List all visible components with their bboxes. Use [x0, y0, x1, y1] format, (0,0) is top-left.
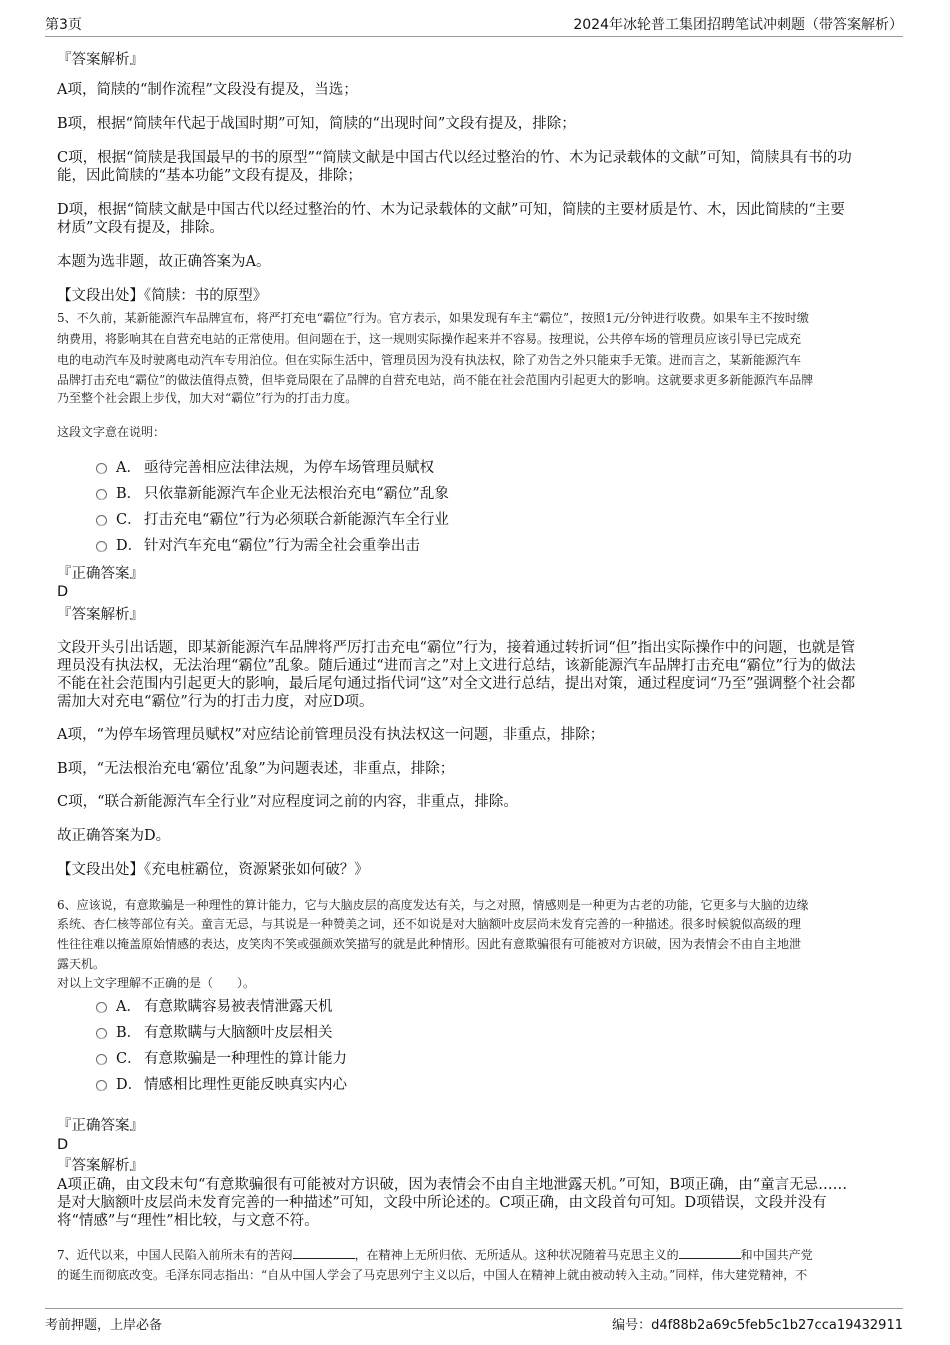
- q5-stem-line3: 电的电动汽车及时驶离电动汽车专用泊位。但在实际生活中，管理员因为没有执法权，除了劝告之外只能束手无策。进而言之，某新能源汽车: [57, 353, 802, 367]
- option-text: 有意欺骗是一种理性的算计能力: [144, 1051, 347, 1067]
- q5-stem-line2: 纳费用，将影响其在自营充电站的正常使用。但问题在于，这一规则实际操作起来并不容易。按理说，公共停车场的管理员应该引导已完成充: [57, 332, 802, 346]
- option-letter: A．: [116, 999, 141, 1015]
- code-label: 编号：: [612, 1318, 652, 1333]
- q7-stem-part2: ，在精神上无所归依、无所适从。这种状况随着马克思主义的: [354, 1248, 679, 1262]
- page-footer: [45, 1308, 903, 1339]
- radio-icon[interactable]: [96, 1054, 107, 1065]
- q5-analysis-line1: 文段开头引出话题，即某新能源汽车品牌将严厉打击充电“霸位”行为，接着通过转折词“但”指出实际操作中的问题，也就是管: [57, 640, 856, 656]
- q6-stem-line1: 6、应该说，有意欺骗是一种理性的算计能力，它与大脑皮层的高度发达有关，与之对照，情感则是一种更为古老的功能，它更多与大脑的边缘: [57, 898, 809, 912]
- q6-analysis-line3: 将“情感”与“理性”相比较，与文意不符。: [57, 1213, 319, 1229]
- q7-stem-line1: [57, 1246, 813, 1265]
- option-text: 针对汽车充电“霸位”行为需全社会重拳出击: [144, 538, 420, 554]
- q7-stem-part3: 和中国共产党: [740, 1248, 813, 1262]
- footer-slogan: 考前押题，上岸必备: [45, 1318, 163, 1333]
- code-value: d4f88b2a69c5feb5c1b27cca19432911: [651, 1318, 903, 1333]
- option-letter: B．: [116, 486, 142, 502]
- q6-answer: D: [57, 1137, 69, 1153]
- document-code: [612, 1314, 903, 1333]
- q5-conclusion: 故正确答案为D。: [57, 828, 171, 844]
- option-text: 亟待完善相应法律法规，为停车场管理员赋权: [144, 460, 434, 476]
- q6-analysis-line2: 是对大脑额叶皮层尚未发育完善的一种描述”可知，文段中所论述的。C项正确，由文段首句可知。D项错误，文段并没有: [57, 1195, 827, 1211]
- q6-stem-line2: 系统、杏仁核等部位有关。童言无忌，与其说是一种赞美之词，还不如说是对大脑额叶皮层尚未发育完善的一种描述。很多时候貌似高级的理: [57, 917, 802, 931]
- option-letter: D．: [116, 1077, 143, 1093]
- option-text: 有意欺瞒容易被表情泄露天机: [144, 999, 333, 1015]
- q7-stem-line2: 的诞生而彻底改变。毛泽东同志指出：“自从中国人学会了马克思列宁主义以后，中国人在精神上就由被动转入主动。”同样，伟大建党精神，不: [57, 1268, 808, 1282]
- radio-icon[interactable]: [96, 541, 107, 552]
- q6-question: 对以上文字理解不正确的是（ ）。: [57, 976, 256, 990]
- q6-analysis-line1: A项正确，由文段末句“有意欺骗很有可能被对方识破，因为表情会不由自主地泄露天机。”可知，B项正确，由“童言无忌……: [57, 1177, 848, 1193]
- page-number: 第3页: [45, 17, 82, 33]
- q4-analysis-label: 『答案解析』: [57, 52, 144, 68]
- radio-icon[interactable]: [96, 1002, 107, 1013]
- q4-analysis-b: B项，根据“简牍年代起于战国时期”可知，简牍的“出现时间”文段有提及，排除；: [57, 116, 576, 132]
- option-letter: D．: [116, 538, 143, 554]
- option-text: 情感相比理性更能反映真实内心: [144, 1077, 347, 1093]
- q5-stem-line4: 品牌打击充电“霸位”的做法值得点赞，但毕竟局限在了品牌的自营充电站，尚不能在社会范围内引起更大的影响。这就要求更多新能源汽车品牌: [57, 373, 814, 387]
- q6-stem-line3: 性往往难以掩盖原始情感的表达，皮笑肉不笑或强颜欢笑描写的就是此种情形。因此有意欺骗很有可能被对方识破，因为表情会不由自主地泄: [57, 937, 802, 951]
- q5-source: 【文段出处】《充电桩霸位，资源紧张如何破？》: [57, 862, 369, 878]
- option-text: 只依靠新能源汽车企业无法根治充电“霸位”乱象: [144, 486, 449, 502]
- radio-icon[interactable]: [96, 1080, 107, 1091]
- q6-analysis-label: 『答案解析』: [57, 1158, 144, 1174]
- option-letter: C．: [116, 512, 142, 528]
- fill-blank-1[interactable]: [293, 1246, 355, 1259]
- radio-icon[interactable]: [96, 489, 107, 500]
- q4-analysis-c-line2: 能，因此简牍的“基本功能”文段有提及，排除；: [57, 168, 362, 184]
- option-text: 打击充电“霸位”行为必须联合新能源汽车全行业: [144, 512, 449, 528]
- q6-stem-line4: 露天机。: [57, 957, 106, 971]
- option-letter: B．: [116, 1025, 142, 1041]
- q5-analysis-b: B项，“无法根治充电‘霸位’乱象”为问题表述，非重点，排除；: [57, 761, 455, 777]
- q4-analysis-d-line1: D项，根据“简牍文献是中国古代以经过整治的竹、木为记录载体的文献”可知，简牍的主要材质是竹、木，因此简牍的“主要: [57, 202, 845, 218]
- q5-analysis-line3: 不能在社会范围内引起更大的影响，最后尾句通过指代词“这”对全文进行总结，提出对策，通过程度词“乃至”强调整个社会都: [57, 676, 856, 692]
- q4-analysis-a: A项，简牍的“制作流程”文段没有提及，当选；: [57, 82, 358, 98]
- q5-stem-line5: 乃至整个社会跟上步伐，加大对“霸位”行为的打击力度。: [57, 391, 358, 405]
- q5-answer: D: [57, 584, 69, 600]
- fill-blank-2[interactable]: [679, 1246, 741, 1259]
- radio-icon[interactable]: [96, 1028, 107, 1039]
- q4-analysis-c-line1: C项，根据“简牍是我国最早的书的原型”“简牍文献是中国古代以经过整治的竹、木为记录载体的文献”可知，简牍具有书的功: [57, 150, 852, 166]
- q4-analysis-d-line2: 材质”文段有提及，排除。: [57, 220, 224, 236]
- q6-answer-label: 『正确答案』: [57, 1118, 144, 1134]
- q5-analysis-a: A项，“为停车场管理员赋权”对应结论前管理员没有执法权这一问题，非重点，排除；: [57, 727, 605, 743]
- option-text: 有意欺瞒与大脑额叶皮层相关: [144, 1025, 333, 1041]
- radio-icon[interactable]: [96, 463, 107, 474]
- radio-icon[interactable]: [96, 515, 107, 526]
- q5-answer-label: 『正确答案』: [57, 566, 144, 582]
- q5-question: 这段文字意在说明：: [57, 425, 166, 439]
- option-letter: C．: [116, 1051, 142, 1067]
- q5-analysis-line4: 需加大对充电“霸位”行为的打击力度，对应D项。: [57, 694, 374, 710]
- q5-analysis-c: C项，“联合新能源汽车全行业”对应程度词之前的内容，非重点，排除。: [57, 794, 518, 810]
- option-letter: A．: [116, 460, 141, 476]
- q7-stem-part1: 7、近代以来，中国人民陷入前所未有的苦闷: [57, 1248, 293, 1262]
- page-header: [45, 14, 903, 37]
- document-title: 2024年冰轮普工集团招聘笔试冲刺题（带答案解析）: [573, 17, 903, 33]
- q4-source: 【文段出处】《简牍：书的原型》: [57, 288, 268, 304]
- q5-stem-line1: 5、不久前，某新能源汽车品牌宣布，将严打充电“霸位”行为。官方表示，如果发现有车主“霸位”，按照1元/分钟进行收费。如果车主不按时缴: [57, 311, 809, 325]
- q5-analysis-line2: 理员没有执法权，无法治理“霸位”乱象。随后通过“进而言之”对上文进行总结，该新能源汽车品牌打击充电“霸位”行为的做法: [57, 658, 856, 674]
- q5-analysis-label: 『答案解析』: [57, 607, 144, 623]
- q4-conclusion: 本题为选非题，故正确答案为A。: [57, 254, 271, 270]
